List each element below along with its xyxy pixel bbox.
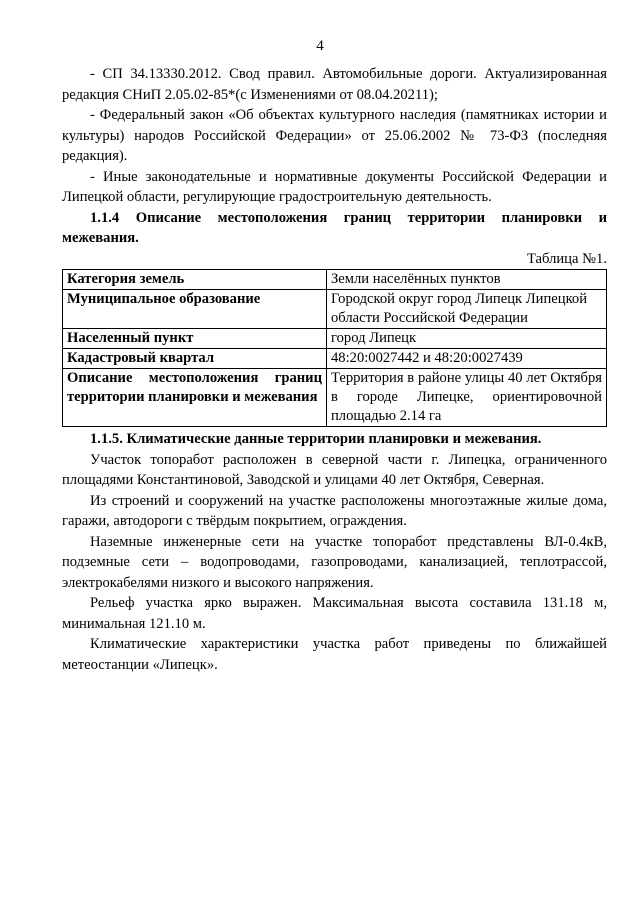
table-row (63, 290, 607, 329)
bullet-item: - СП 34.13330.2012. Свод правил. Автомобильные дороги. Актуализированная редакция СНиП 2.05.02-85*(с Изменениями от 08.04.20211); (62, 66, 607, 103)
table-key-cell: Населенный пункт (63, 329, 327, 349)
table-value-cell: 48:20:0027442 и 48:20:0027439 (327, 349, 607, 369)
table-row (63, 349, 607, 369)
table-row (63, 369, 607, 427)
table-value-cell: Городской округ город Липецк Липецкой области Российской Федерации (327, 290, 607, 329)
table-key-cell: Кадастровый квартал (63, 349, 327, 369)
table-key-cell: Муниципальное образование (63, 290, 327, 329)
page-body (62, 64, 607, 675)
body-paragraph: Участок топоработ расположен в северной части г. Липецка, ограниченного площадями Константиновой, Заводской и улицами 40 лет Октября, Северная. (62, 451, 607, 488)
body-paragraph: Наземные инженерные сети на участке топоработ представлены ВЛ-0.4кВ, подземные сети – водопроводами, газопроводами, канализацией, теплотрассой, электрокабелями низкого и высокого напряжения. (62, 533, 607, 591)
body-paragraph: Рельеф участка ярко выражен. Максимальная высота составила 131.18 м, минимальная 121.10 м. (62, 595, 607, 632)
section-heading-1-1-4: 1.1.4 Описание местоположения границ территории планировки и межевания. (62, 209, 607, 246)
table-key-cell: Категория земель (63, 270, 327, 290)
bullet-item: - Иные законодательные и нормативные документы Российской Федерации и Липецкой области, регулирующие градостроительную деятельность. (62, 168, 607, 205)
table-value-cell: город Липецк (327, 329, 607, 349)
territory-info-table (62, 269, 607, 427)
body-paragraph: Климатические характеристики участка работ приведены по ближайшей метеостанции «Липецк». (62, 636, 607, 673)
bullet-item: - Федеральный закон «Об объектах культурного наследия (памятниках истории и культуры) народов Российской Федерации» от 25.06.2002 № 73-ФЗ (последняя редакция). (62, 107, 607, 164)
page-number: 4 (316, 38, 324, 54)
table-key-cell: Описание местоположения границ территории планировки и межевания (63, 369, 327, 427)
section-heading-1-1-5: 1.1.5. Климатические данные территории планировки и межевания. (90, 431, 542, 447)
table-value-cell: Земли населённых пунктов (327, 270, 607, 290)
table-row (63, 270, 607, 290)
table-row (63, 329, 607, 349)
table-caption: Таблица №1. (527, 250, 607, 267)
body-paragraph: Из строений и сооружений на участке расположены многоэтажные жилые дома, гаражи, автодороги с твёрдым покрытием, ограждения. (62, 492, 607, 529)
table-value-cell: Территория в районе улицы 40 лет Октября в городе Липецке, ориентировочной площадью 2.14 га (327, 369, 607, 427)
